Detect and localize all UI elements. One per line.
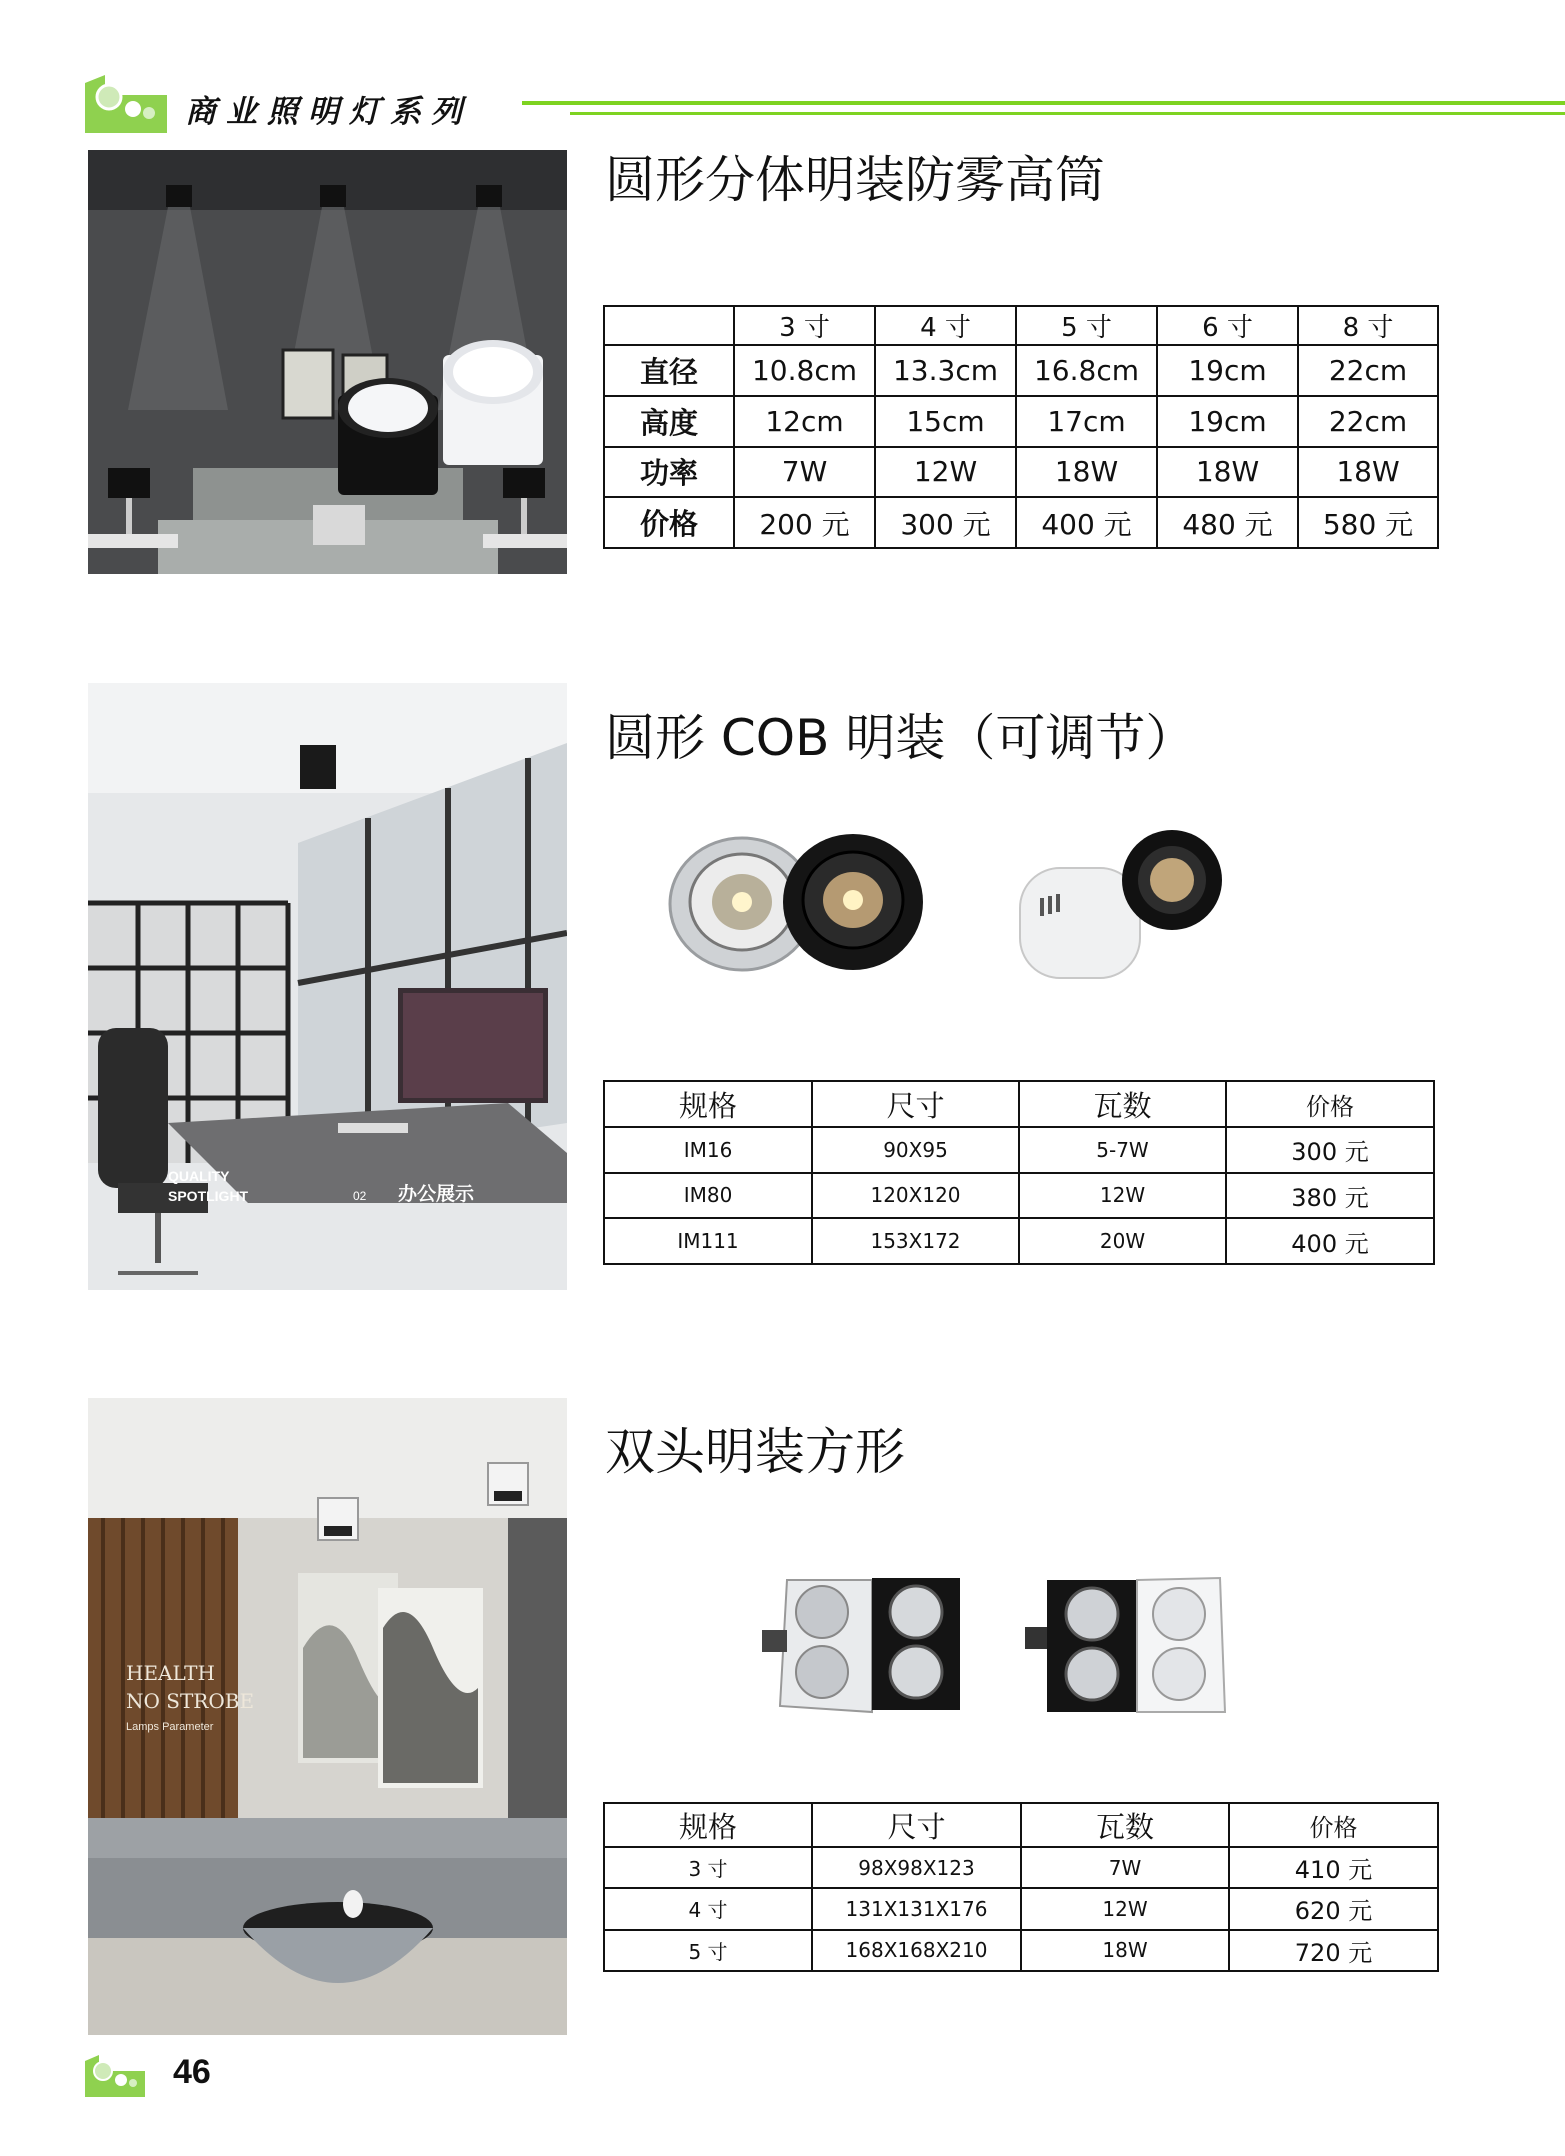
column-header: 瓦数 [1021,1803,1229,1847]
table-cell: 620 元 [1229,1888,1438,1929]
table-cell: IM80 [604,1173,812,1219]
spec-table-fog-proof-downlight [603,305,1439,549]
column-header: 尺寸 [812,1081,1019,1127]
table-cell: 300 元 [1226,1127,1434,1173]
header-rule-secondary [570,112,1565,115]
series-title: 商业照明灯系列 [185,94,472,130]
photo-text-no-strobe: NO STROBE [126,1689,255,1713]
table-cell: 3 寸 [604,1847,812,1888]
table-cell: 13.3cm [875,345,1016,396]
table-cell: 12W [1021,1888,1229,1929]
office-photo [88,683,567,1290]
table-cell: 7W [734,447,875,498]
table-cell: 153X172 [812,1218,1019,1264]
photo-text-quality: QUALITY [168,1168,230,1184]
column-header: 5 寸 [1016,306,1157,345]
column-header: 规格 [604,1081,812,1127]
table-row [604,1888,1438,1929]
table-corner-cell [604,306,734,345]
table-header-row [604,1081,1434,1127]
column-header: 规格 [604,1803,812,1847]
spec-table-double-head-square [603,1802,1439,1972]
section-title-fog-proof-downlight: 圆形分体明装防雾高筒 [605,151,1105,209]
table-row [604,1218,1434,1264]
square-light-product-image-1 [762,1570,967,1720]
table-cell: 90X95 [812,1127,1019,1173]
table-cell: 10.8cm [734,345,875,396]
table-row [604,1127,1434,1173]
table-cell: IM111 [604,1218,812,1264]
table-cell: 400 元 [1226,1218,1434,1264]
table-row [604,1930,1438,1971]
header-logo-icon [85,75,167,133]
table-cell: 98X98X123 [812,1847,1021,1888]
photo-text-lamps-parameter: Lamps Parameter [126,1721,214,1733]
column-header: 价格 [1226,1081,1434,1127]
row-label: 价格 [604,497,734,548]
table-row [604,396,1438,447]
cob-light-product-angled-image [1012,828,1227,988]
table-cell: 12cm [734,396,875,447]
table-header-row [604,1803,1438,1847]
table-cell: IM16 [604,1127,812,1173]
row-label: 功率 [604,447,734,498]
header-rule [522,101,1565,105]
column-header: 价格 [1229,1803,1438,1847]
table-cell: 15cm [875,396,1016,447]
footer-logo-icon [85,2055,145,2097]
page-number: 46 [173,2053,211,2091]
table-cell: 580 元 [1298,497,1438,548]
table-cell: 5 寸 [604,1930,812,1971]
table-cell: 19cm [1157,396,1298,447]
table-cell: 410 元 [1229,1847,1438,1888]
table-cell: 18W [1157,447,1298,498]
table-cell: 22cm [1298,345,1438,396]
table-cell: 12W [1019,1173,1226,1219]
table-header-row [604,306,1438,345]
table-row [604,447,1438,498]
photo-text-health: HEALTH [126,1661,215,1685]
table-cell: 400 元 [1016,497,1157,548]
table-cell: 131X131X176 [812,1888,1021,1929]
table-cell: 16.8cm [1016,345,1157,396]
bedroom-photo [88,150,567,574]
table-cell: 120X120 [812,1173,1019,1219]
table-cell: 200 元 [734,497,875,548]
column-header: 尺寸 [812,1803,1021,1847]
table-cell: 168X168X210 [812,1930,1021,1971]
table-cell: 300 元 [875,497,1016,548]
table-cell: 7W [1021,1847,1229,1888]
table-row [604,1847,1438,1888]
column-header: 8 寸 [1298,306,1438,345]
table-cell: 12W [875,447,1016,498]
section-title-cob-adjustable: 圆形 COB 明装（可调节） [605,709,1196,767]
table-cell: 18W [1298,447,1438,498]
photo-text-spotlight: SPOTLIGHT [168,1188,249,1204]
living-room-photo [88,1398,567,2035]
table-cell: 18W [1021,1930,1229,1971]
table-cell: 380 元 [1226,1173,1434,1219]
table-cell: 720 元 [1229,1930,1438,1971]
column-header: 6 寸 [1157,306,1298,345]
spec-table-cob-adjustable [603,1080,1435,1265]
table-cell: 19cm [1157,345,1298,396]
square-light-product-image-2 [1025,1572,1230,1722]
table-row [604,1173,1434,1219]
table-cell: 22cm [1298,396,1438,447]
table-cell: 480 元 [1157,497,1298,548]
table-cell: 18W [1016,447,1157,498]
table-row [604,497,1438,548]
table-cell: 17cm [1016,396,1157,447]
table-row [604,345,1438,396]
row-label: 直径 [604,345,734,396]
row-label: 高度 [604,396,734,447]
cob-light-product-front-image [660,822,930,982]
column-header: 4 寸 [875,306,1016,345]
section-title-double-head-square: 双头明装方形 [605,1423,905,1481]
photo-text-number: 02 [353,1189,367,1203]
column-header: 3 寸 [734,306,875,345]
table-cell: 4 寸 [604,1888,812,1929]
column-header: 瓦数 [1019,1081,1226,1127]
photo-text-caption: 办公展示 [398,1183,475,1205]
table-cell: 5-7W [1019,1127,1226,1173]
table-cell: 20W [1019,1218,1226,1264]
